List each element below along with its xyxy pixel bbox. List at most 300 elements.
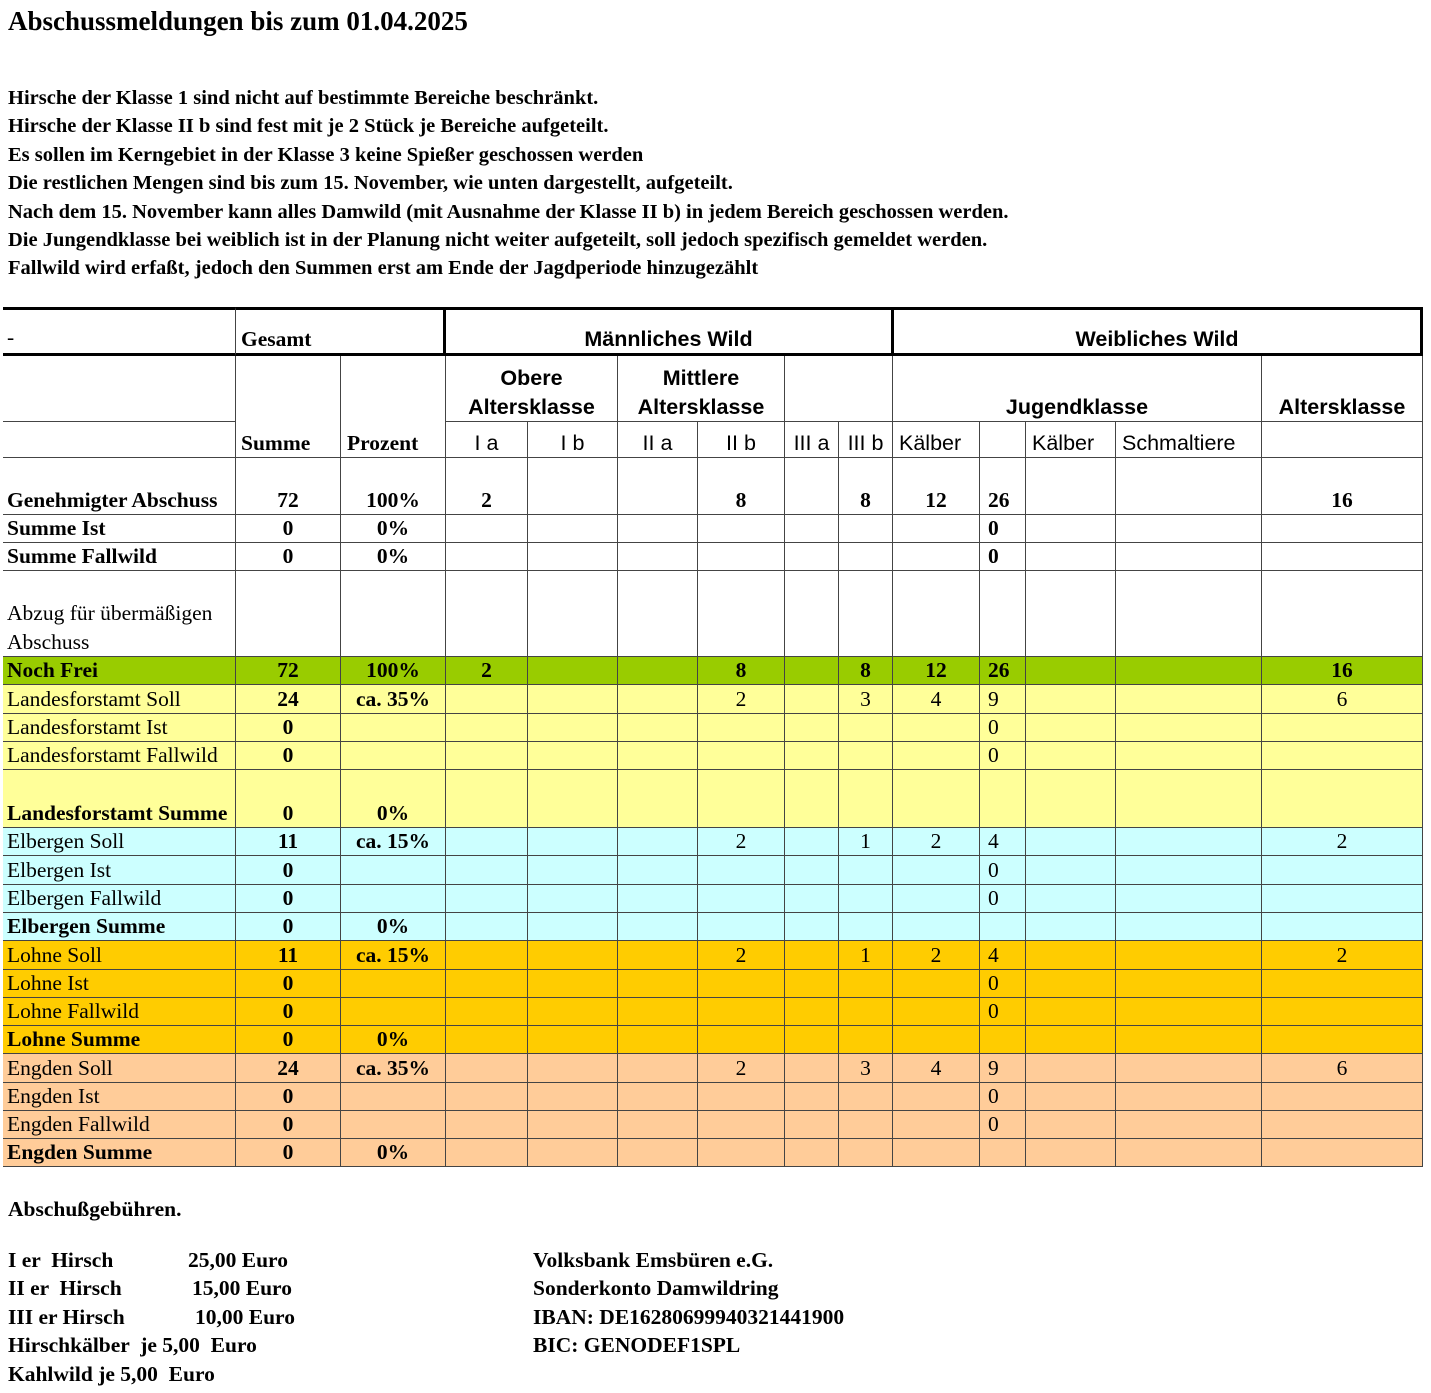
- table-cell: [528, 885, 618, 913]
- bank-account: Sonderkonto Damwildring: [533, 1276, 779, 1300]
- table-cell: [893, 828, 980, 856]
- table-cell: [1026, 1026, 1116, 1054]
- table-cell-text: 6: [1336, 686, 1348, 711]
- table-cell: [341, 828, 446, 856]
- table-cell-text: 4: [930, 1055, 942, 1080]
- header-weiblich: [894, 307, 1423, 356]
- fee-price: 15,00 Euro: [192, 1276, 292, 1300]
- row-label: [3, 941, 236, 970]
- row-label-text: Lohne Ist: [7, 970, 89, 995]
- column-header: [1116, 422, 1262, 458]
- header-mittlere: [618, 356, 785, 422]
- table-cell: [236, 941, 341, 970]
- table-cell: [341, 543, 446, 571]
- table-cell: [1116, 685, 1262, 714]
- table-cell: [785, 770, 839, 828]
- row-label-text: Engden Soll: [7, 1055, 113, 1080]
- table-cell: [618, 458, 698, 515]
- row-label-text: Abzug für übermäßigen Abschuss: [7, 601, 213, 654]
- table-cell: [893, 913, 980, 941]
- row-label: [3, 685, 236, 714]
- table-cell: [785, 970, 839, 998]
- table-cell: [528, 1054, 618, 1083]
- table-cell: [785, 458, 839, 515]
- table-cell: [446, 885, 528, 913]
- table-cell: [446, 1083, 528, 1111]
- fee-extra: Kahlwild je 5,00 Euro: [8, 1362, 215, 1386]
- row-label: [3, 714, 236, 742]
- table-cell-text: 0%: [376, 1026, 410, 1051]
- table-cell: [785, 685, 839, 714]
- table-cell: [236, 571, 341, 657]
- row-label: [3, 1026, 236, 1054]
- header-mittlere-text: Mittlere Altersklasse: [637, 366, 765, 419]
- table-cell: [1026, 941, 1116, 970]
- table-cell: [618, 856, 698, 885]
- table-cell: [1262, 685, 1423, 714]
- table-cell: [1116, 571, 1262, 657]
- table-cell: [528, 1083, 618, 1111]
- table-cell: [341, 1054, 446, 1083]
- fee-price: 25,00 Euro: [188, 1248, 288, 1272]
- table-cell: [446, 571, 528, 657]
- table-cell-text: 24: [277, 686, 299, 711]
- fees-title: Abschußgebühren.: [8, 1197, 182, 1221]
- table-cell: [980, 657, 1026, 685]
- row-label: [3, 998, 236, 1026]
- note-line: Es sollen im Kerngebiet in der Klasse 3 keine Spießer geschossen werden: [8, 143, 644, 166]
- header-obere-text: Obere Altersklasse: [468, 366, 595, 419]
- table-cell: [1262, 998, 1423, 1026]
- table-cell-text: 0: [988, 998, 999, 1023]
- note-line: Die restlichen Mengen sind bis zum 15. November, wie unten dargestellt, aufgeteilt.: [8, 172, 733, 195]
- table-cell-text: ca. 35%: [355, 686, 431, 711]
- table-cell: [446, 970, 528, 998]
- table-cell-text: 2: [930, 942, 942, 967]
- table-cell: [236, 1139, 341, 1167]
- table-cell: [980, 458, 1026, 515]
- table-cell: [1026, 998, 1116, 1026]
- table-cell-text: 0: [988, 714, 999, 739]
- table-cell: [236, 913, 341, 941]
- table-cell-text: ca. 15%: [355, 942, 431, 967]
- table-cell: [446, 515, 528, 543]
- row-label: [3, 1054, 236, 1083]
- table-cell: [980, 543, 1026, 571]
- table-cell: [893, 1026, 980, 1054]
- column-header-text: III a: [793, 430, 830, 455]
- table-cell: [1116, 657, 1262, 685]
- table-cell-text: ca. 35%: [355, 1055, 431, 1080]
- page-title: Abschussmeldungen bis zum 01.04.2025: [8, 6, 468, 36]
- table-cell: [528, 543, 618, 571]
- header-corner-text: -: [7, 324, 15, 349]
- table-cell-text: 2: [735, 942, 747, 967]
- table-cell-text: 0: [282, 1026, 294, 1051]
- table-cell: [839, 1026, 893, 1054]
- table-cell: [341, 941, 446, 970]
- table-cell-text: 72: [277, 657, 299, 682]
- row-label-text: Landesforstamt Ist: [7, 714, 168, 739]
- table-cell: [446, 1111, 528, 1139]
- table-cell: [785, 1139, 839, 1167]
- table-cell-text: 8: [735, 657, 747, 682]
- row-label-text: Landesforstamt Fallwild: [7, 742, 218, 767]
- header-alters: [1262, 356, 1423, 422]
- table-cell: [893, 714, 980, 742]
- table-cell: [893, 1083, 980, 1111]
- table-cell: [698, 571, 785, 657]
- table-cell-text: ca. 15%: [355, 828, 431, 853]
- table-cell: [1116, 714, 1262, 742]
- table-cell: [1116, 515, 1262, 543]
- header-summe-text: Summe: [241, 430, 311, 455]
- table-cell: [618, 543, 698, 571]
- table-cell: [839, 1083, 893, 1111]
- table-cell-text: 0: [988, 857, 999, 882]
- table-cell: [528, 571, 618, 657]
- table-cell: [528, 941, 618, 970]
- row-label: [3, 1139, 236, 1167]
- table-cell: [341, 970, 446, 998]
- table-cell: [1262, 1083, 1423, 1111]
- table-cell: [618, 770, 698, 828]
- table-cell: [528, 742, 618, 770]
- row-label-text: Elbergen Ist: [7, 857, 112, 882]
- table-cell: [1026, 770, 1116, 828]
- table-cell-text: 0: [282, 515, 294, 540]
- column-header-text: I b: [560, 430, 585, 455]
- table-cell: [446, 458, 528, 515]
- table-cell: [341, 685, 446, 714]
- table-cell: [893, 685, 980, 714]
- table-cell: [1026, 1083, 1116, 1111]
- table-cell: [839, 515, 893, 543]
- table-cell: [839, 1139, 893, 1167]
- row-label: [3, 828, 236, 856]
- table-cell: [893, 885, 980, 913]
- table-cell: [341, 571, 446, 657]
- table-cell: [446, 913, 528, 941]
- table-cell: [893, 657, 980, 685]
- table-cell: [1262, 770, 1423, 828]
- note-line: Fallwild wird erfaßt, jedoch den Summen erst am Ende der Jagdperiode hinzugezählt: [8, 257, 759, 280]
- table-cell: [236, 1026, 341, 1054]
- table-cell: [1116, 941, 1262, 970]
- table-cell: [1262, 941, 1423, 970]
- bank-name: Volksbank Emsbüren e.G.: [533, 1248, 774, 1272]
- table-cell: [980, 998, 1026, 1026]
- table-cell: [236, 458, 341, 515]
- table-cell-text: 0%: [376, 543, 410, 568]
- table-cell: [236, 657, 341, 685]
- table-cell: [1262, 657, 1423, 685]
- table-cell: [698, 543, 785, 571]
- table-cell: [236, 885, 341, 913]
- table-cell-text: 16: [1331, 487, 1353, 512]
- table-cell: [980, 1026, 1026, 1054]
- table-cell-text: 0: [282, 885, 294, 910]
- table-cell: [528, 770, 618, 828]
- table-cell: [1116, 1026, 1262, 1054]
- table-cell-text: 2: [735, 1055, 747, 1080]
- column-header-text: III b: [847, 430, 884, 455]
- header-gesamt: [236, 307, 446, 356]
- table-cell: [785, 1026, 839, 1054]
- table-cell-text: 3: [860, 1055, 871, 1080]
- table-cell: [341, 1139, 446, 1167]
- table-cell: [698, 913, 785, 941]
- table-cell: [1116, 1083, 1262, 1111]
- table-cell-text: 4: [988, 828, 999, 853]
- column-header: [1262, 422, 1423, 458]
- table-cell: [236, 998, 341, 1026]
- table-cell-text: 8: [735, 487, 747, 512]
- header-prozent: [341, 356, 446, 458]
- table-cell-text: 0%: [376, 515, 410, 540]
- table-cell: [236, 970, 341, 998]
- column-header: [698, 422, 785, 458]
- table-cell: [1116, 543, 1262, 571]
- row-label-text: Landesforstamt Soll: [7, 686, 181, 711]
- table-cell: [1262, 543, 1423, 571]
- note-line: Hirsche der Klasse II b sind fest mit je 2 Stück je Bereiche aufgeteilt.: [8, 115, 609, 138]
- row-label-text: Elbergen Fallwild: [7, 885, 162, 910]
- table-cell: [1026, 1111, 1116, 1139]
- header-summe: [236, 356, 341, 458]
- table-cell: [698, 515, 785, 543]
- row-label: [3, 657, 236, 685]
- table-cell-text: 0%: [376, 913, 410, 938]
- table-cell: [980, 742, 1026, 770]
- table-cell-text: 0: [282, 1111, 294, 1136]
- table-cell: [446, 770, 528, 828]
- table-cell: [980, 941, 1026, 970]
- table-cell: [236, 1111, 341, 1139]
- table-cell: [785, 543, 839, 571]
- table-cell-text: 0: [988, 885, 999, 910]
- table-cell: [980, 885, 1026, 913]
- table-cell-text: 72: [277, 487, 299, 512]
- fee-label: I er Hirsch: [8, 1248, 114, 1272]
- table-cell-text: 0: [282, 800, 294, 825]
- table-cell: [1116, 1054, 1262, 1083]
- table-cell-text: 9: [988, 1055, 999, 1080]
- table-cell: [446, 856, 528, 885]
- table-cell: [980, 1111, 1026, 1139]
- table-cell-text: 26: [988, 487, 1010, 512]
- table-cell-text: 0: [988, 1111, 999, 1136]
- table-cell-text: 4: [988, 942, 999, 967]
- table-cell: [785, 941, 839, 970]
- row-label: [3, 571, 236, 657]
- table-cell: [1026, 543, 1116, 571]
- table-cell: [893, 571, 980, 657]
- table-cell: [1262, 856, 1423, 885]
- table-cell: [980, 913, 1026, 941]
- table-cell: [1116, 458, 1262, 515]
- table-cell: [980, 1054, 1026, 1083]
- table-cell: [980, 1083, 1026, 1111]
- table-cell: [446, 1139, 528, 1167]
- table-cell-text: 2: [1336, 828, 1348, 853]
- table-cell: [618, 515, 698, 543]
- table-cell: [618, 571, 698, 657]
- table-cell: [341, 770, 446, 828]
- table-cell-text: 0%: [376, 1139, 410, 1164]
- table-cell: [980, 770, 1026, 828]
- table-cell-text: 0%: [376, 800, 410, 825]
- table-cell: [698, 998, 785, 1026]
- note-line: Hirsche der Klasse 1 sind nicht auf bestimmte Bereiche beschränkt.: [8, 87, 599, 109]
- table-cell: [446, 543, 528, 571]
- table-cell: [893, 543, 980, 571]
- table-cell: [1116, 828, 1262, 856]
- table-cell-text: 1: [860, 942, 871, 967]
- table-cell: [341, 458, 446, 515]
- table-cell: [785, 714, 839, 742]
- table-cell: [785, 657, 839, 685]
- table-cell: [1116, 913, 1262, 941]
- header-blank: [3, 356, 236, 422]
- table-cell: [341, 913, 446, 941]
- table-cell-text: 0: [988, 970, 999, 995]
- table-cell: [893, 770, 980, 828]
- column-header-text: Kälber: [899, 430, 962, 455]
- table-cell: [1262, 1139, 1423, 1167]
- table-cell-text: 26: [988, 657, 1010, 682]
- table-cell: [839, 571, 893, 657]
- table-cell: [528, 657, 618, 685]
- column-header-text: I a: [474, 430, 499, 455]
- note-line: Die Jungendklasse bei weiblich ist in der Planung nicht weiter aufgeteilt, soll jedoch spezifisch gemeldet werden.: [8, 229, 988, 252]
- table-cell: [1026, 571, 1116, 657]
- table-cell: [618, 657, 698, 685]
- table-cell: [618, 685, 698, 714]
- table-cell: [839, 543, 893, 571]
- table-cell: [698, 885, 785, 913]
- table-cell-text: 11: [277, 828, 299, 853]
- table-cell: [839, 998, 893, 1026]
- table-cell: [839, 770, 893, 828]
- table-cell: [1262, 515, 1423, 543]
- table-cell: [618, 970, 698, 998]
- table-cell: [1116, 998, 1262, 1026]
- table-cell: [785, 998, 839, 1026]
- table-cell: [528, 1026, 618, 1054]
- header-maennlich-text: Männliches Wild: [584, 326, 753, 351]
- table-cell: [698, 685, 785, 714]
- table-cell: [341, 742, 446, 770]
- table-cell: [341, 1026, 446, 1054]
- table-cell-text: 12: [925, 487, 947, 512]
- table-cell: [341, 714, 446, 742]
- table-cell: [236, 543, 341, 571]
- table-cell: [698, 714, 785, 742]
- table-cell: [1026, 685, 1116, 714]
- table-cell: [1026, 714, 1116, 742]
- table-cell: [893, 1139, 980, 1167]
- table-cell-text: 9: [988, 686, 999, 711]
- table-cell: [1262, 970, 1423, 998]
- table-cell: [528, 458, 618, 515]
- table-cell: [839, 685, 893, 714]
- table-cell-text: 24: [277, 1055, 299, 1080]
- table-cell: [893, 515, 980, 543]
- fee-label: III er Hirsch: [8, 1305, 125, 1329]
- table-cell: [698, 458, 785, 515]
- table-cell: [698, 657, 785, 685]
- table-cell: [785, 1111, 839, 1139]
- table-cell: [698, 941, 785, 970]
- table-cell-text: 100%: [366, 657, 420, 682]
- row-label-text: Noch Frei: [7, 657, 98, 682]
- table-cell-text: 0: [282, 742, 294, 767]
- table-cell: [446, 998, 528, 1026]
- table-cell: [1026, 515, 1116, 543]
- table-cell: [618, 1054, 698, 1083]
- table-cell: [698, 856, 785, 885]
- table-cell: [236, 714, 341, 742]
- row-label: [3, 458, 236, 515]
- table-cell: [618, 1111, 698, 1139]
- table-cell-text: 16: [1331, 657, 1353, 682]
- table-cell: [893, 856, 980, 885]
- table-cell: [1262, 1111, 1423, 1139]
- table-cell: [1116, 885, 1262, 913]
- header-prozent-text: Prozent: [347, 430, 419, 455]
- table-cell-text: 0: [988, 1083, 999, 1108]
- table-cell: [893, 1111, 980, 1139]
- table-cell: [446, 941, 528, 970]
- table-cell: [980, 515, 1026, 543]
- column-header: [980, 422, 1026, 458]
- row-label-text: Elbergen Summe: [7, 913, 166, 938]
- table-cell: [839, 742, 893, 770]
- table-cell-text: 0: [282, 913, 294, 938]
- table-cell: [1116, 1139, 1262, 1167]
- table-cell: [446, 714, 528, 742]
- table-cell: [528, 856, 618, 885]
- table-cell: [618, 828, 698, 856]
- table-cell: [1026, 657, 1116, 685]
- table-cell: [839, 657, 893, 685]
- row-label: [3, 1111, 236, 1139]
- table-cell: [839, 941, 893, 970]
- header-alters-text: Altersklasse: [1278, 394, 1406, 419]
- table-cell: [893, 970, 980, 998]
- table-cell-text: 2: [735, 828, 747, 853]
- table-cell: [618, 742, 698, 770]
- header-corner: [3, 307, 236, 356]
- table-cell-text: 0: [282, 998, 294, 1023]
- table-cell: [980, 1139, 1026, 1167]
- table-cell-text: 2: [735, 686, 747, 711]
- table-cell: [618, 714, 698, 742]
- table-cell: [893, 742, 980, 770]
- table-cell-text: 2: [481, 487, 492, 512]
- table-cell: [839, 828, 893, 856]
- row-label: [3, 856, 236, 885]
- table-cell: [1262, 571, 1423, 657]
- table-cell-text: 2: [1336, 942, 1348, 967]
- table-cell: [1262, 913, 1423, 941]
- header-maennlich: [446, 307, 894, 356]
- row-label-text: Lohne Summe: [7, 1026, 141, 1051]
- row-label: [3, 970, 236, 998]
- note-line: Nach dem 15. November kann alles Damwild (mit Ausnahme der Klasse II b) in jedem Bereich geschossen werden.: [8, 200, 1009, 223]
- table-cell-text: 2: [481, 657, 492, 682]
